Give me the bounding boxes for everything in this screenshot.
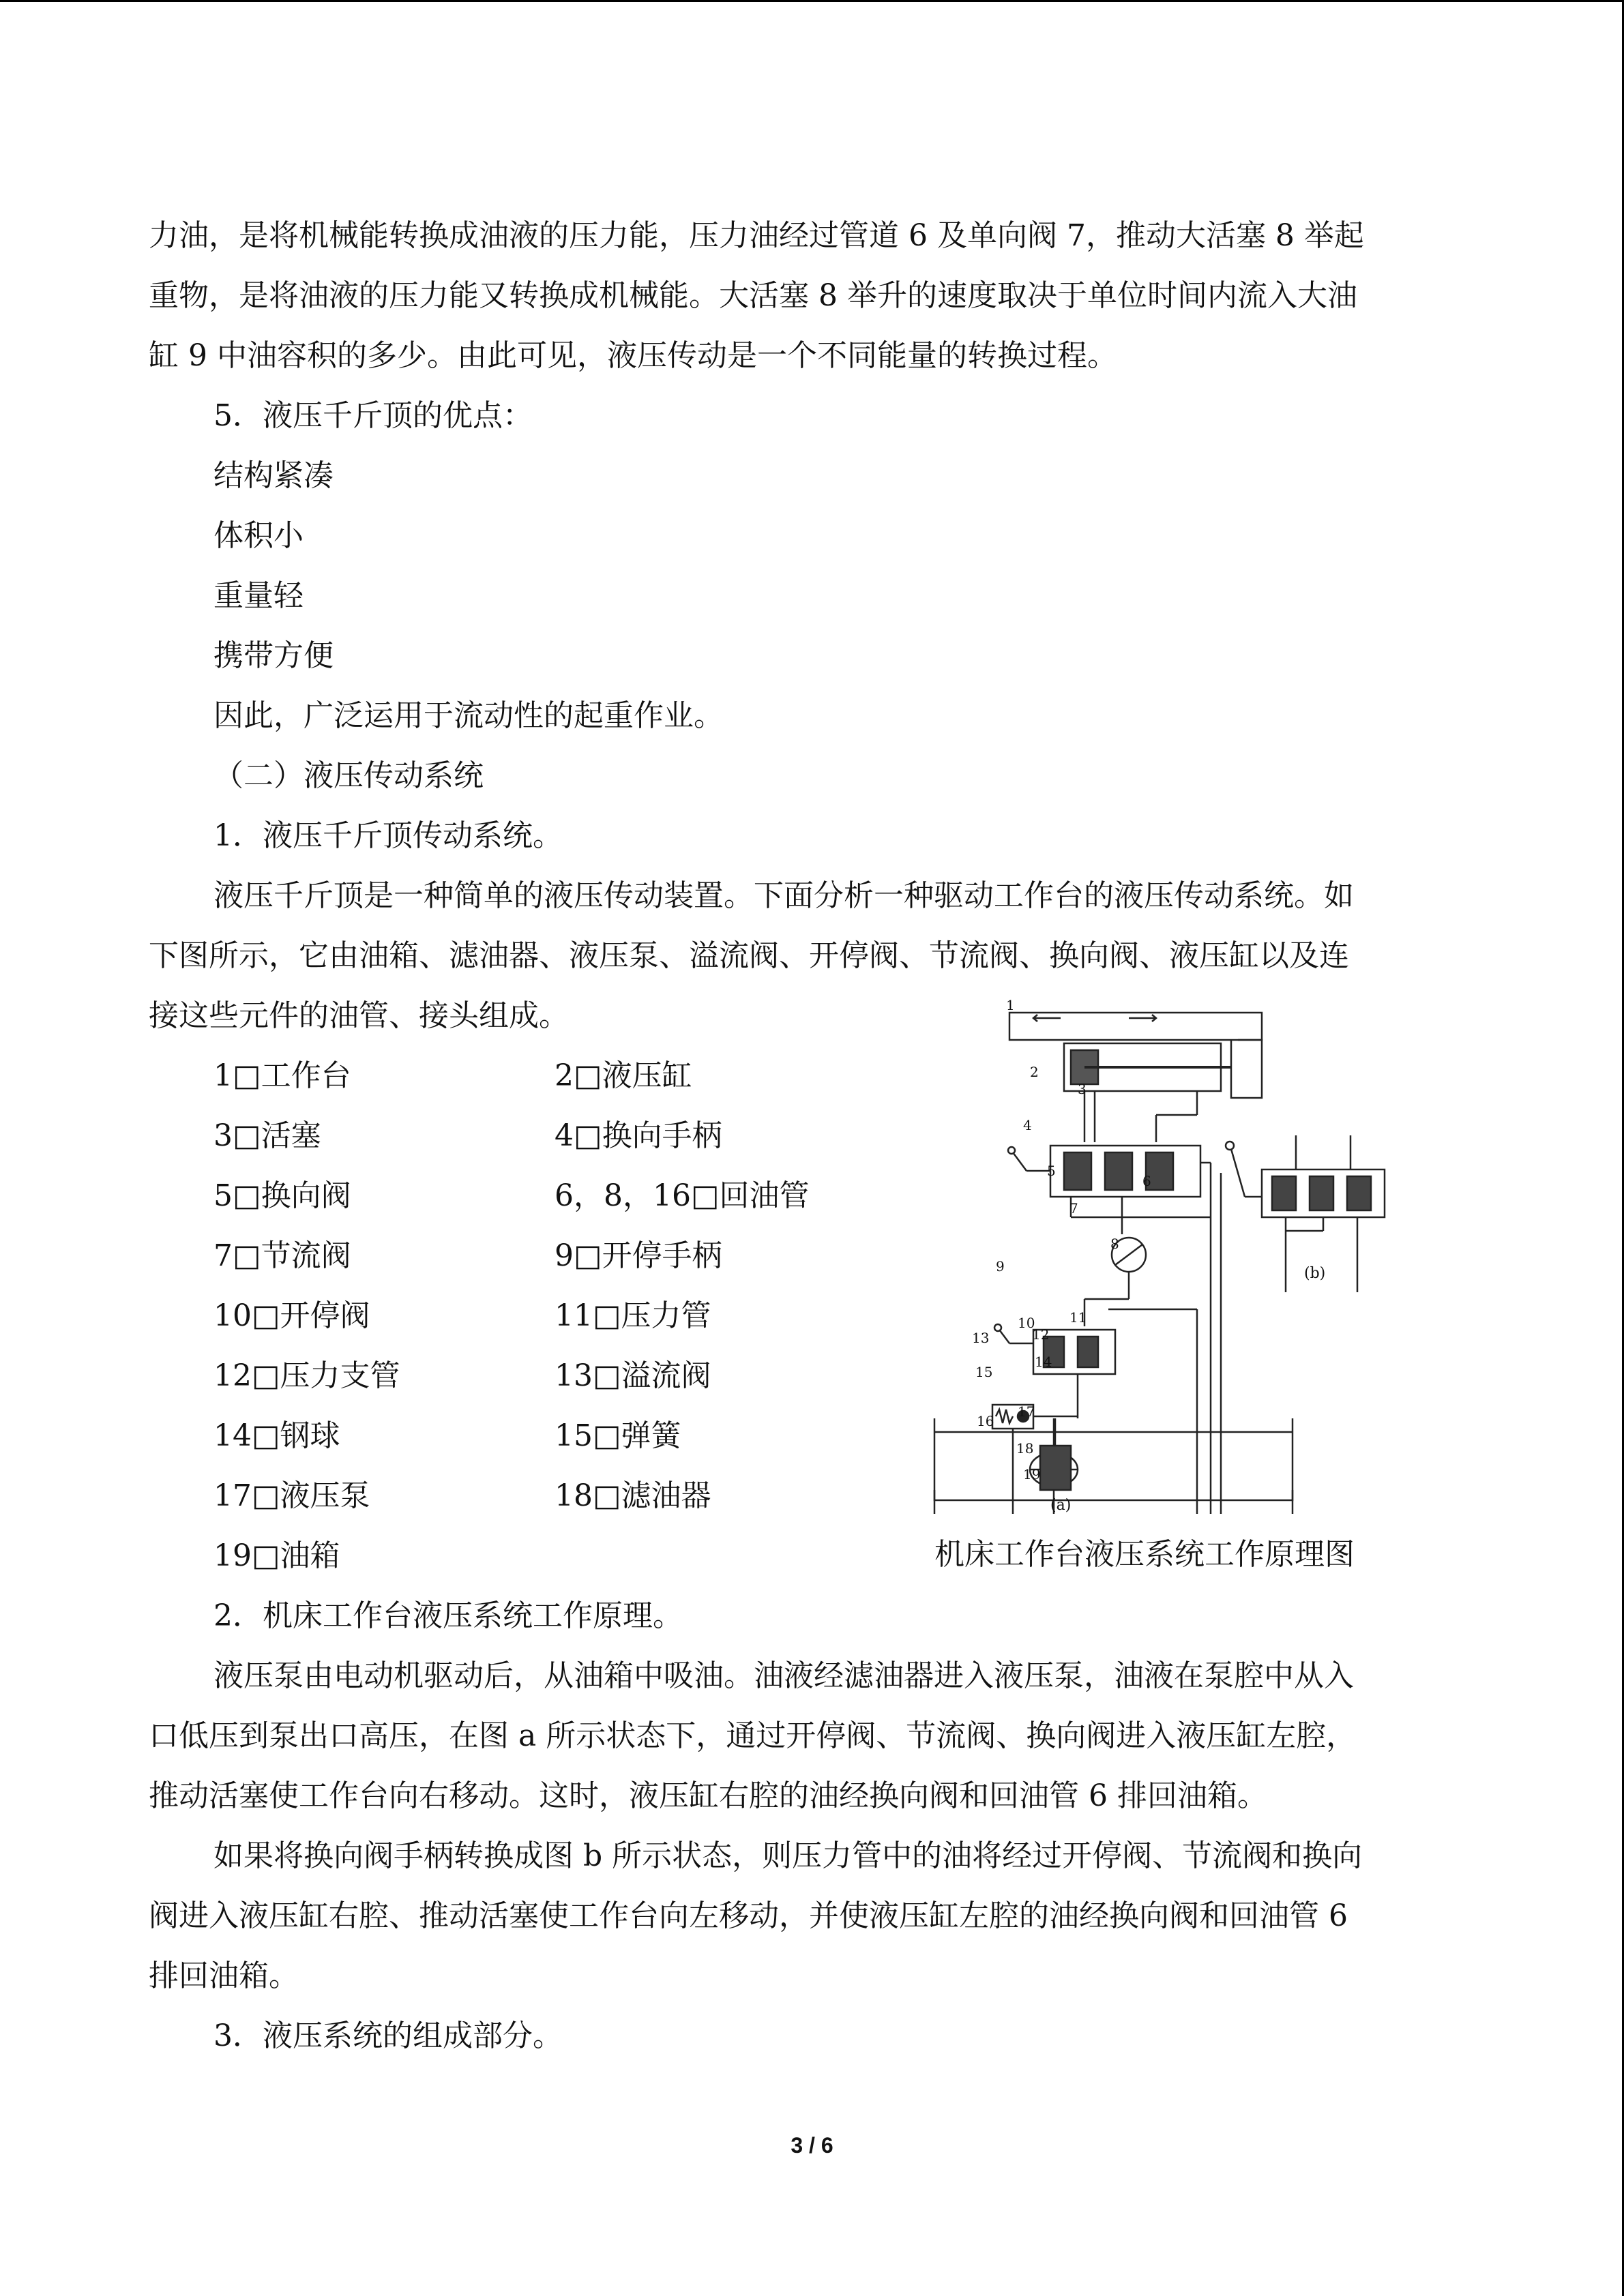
intro-line-2: 重物，是将油液的压力能又转换成机械能。大活塞 8 举升的速度取决于单位时间内流入大油 (149, 278, 1357, 313)
callout-14: 14 (1035, 1354, 1052, 1370)
part-label: 3□活塞 (213, 1118, 321, 1153)
principle2-line-1: 如果将换向阀手柄转换成图 b 所示状态，则压力管中的油将经过开停阀、节流阀和换向 (213, 1838, 1363, 1873)
callout-16: 16 (977, 1413, 994, 1429)
part-label: 18□滤油器 (555, 1478, 711, 1513)
callout-19: 19 (1023, 1466, 1041, 1482)
part-label: 1□工作台 (213, 1058, 351, 1093)
principle1-line-1: 液压泵由电动机驱动后，从油箱中吸油。油液经滤油器进入液压泵，油液在泵腔中从入 (213, 1658, 1354, 1693)
callout-12: 12 (1032, 1326, 1050, 1343)
worktable (1009, 1013, 1262, 1040)
callout-4: 4 (1023, 1117, 1032, 1133)
callout-8: 8 (1110, 1236, 1119, 1252)
principle1-line-3: 推动活塞使工作台向右移动。这时，液压缸右腔的油经换向阀和回油管 6 排回油箱。 (149, 1778, 1267, 1813)
top-border (0, 0, 1624, 2)
oil-tank-section (931, 1418, 1395, 1507)
callout-5: 5 (1047, 1163, 1056, 1179)
principle2-line-3: 排回油箱。 (149, 1958, 299, 1993)
callout-3: 3 (1078, 1081, 1087, 1097)
principle1-line-2: 口低压到泵出口高压，在图 a 所示状态下，通过开停阀、节流阀、换向阀进入液压缸左腔， (149, 1718, 1357, 1753)
callout-11: 11 (1069, 1309, 1087, 1326)
part-label: 12□压力支管 (213, 1358, 400, 1393)
figure-label-a: (a) (1050, 1497, 1072, 1514)
section-heading: （二）液压传动系统 (213, 758, 484, 793)
callout-1: 1 (1006, 997, 1015, 1013)
callout-18: 18 (1016, 1440, 1034, 1457)
principle2-line-2: 阀进入液压缸右腔、推动活塞使工作台向左移动，并使液压缸左腔的油经换向阀和回油管 6 (149, 1898, 1348, 1933)
advantages-conclusion: 因此，广泛运用于流动性的起重作业。 (213, 698, 724, 733)
callout-13: 13 (972, 1330, 990, 1346)
part-label: 11□压力管 (555, 1298, 711, 1333)
page-number: 3 / 6 (791, 2133, 833, 2158)
part-label: 15□弹簧 (555, 1418, 681, 1453)
callout-17: 17 (1018, 1403, 1035, 1420)
advantage-item: 携带方便 (213, 638, 334, 673)
part-label: 17□液压泵 (213, 1478, 370, 1513)
intro-line-3: 缸 9 中油容积的多少。由此可见，液压传动是一个不同能量的转换过程。 (149, 338, 1117, 373)
advantage-item: 体积小 (213, 518, 304, 553)
advantage-item: 重量轻 (213, 578, 304, 613)
part-label: 19□油箱 (213, 1538, 340, 1573)
oil-filter (1040, 1446, 1071, 1490)
part-label: 6，8，16□回油管 (555, 1178, 810, 1213)
system-line-1: 液压千斤顶是一种简单的液压传动装置。下面分析一种驱动工作台的液压传动系统。如 (213, 878, 1354, 913)
figure-label-b: (b) (1304, 1265, 1326, 1282)
part-label: 2□液压缸 (555, 1058, 692, 1093)
intro-line-1: 力油，是将机械能转换成油液的压力能，压力油经过管道 6 及单向阀 7，推动大活塞 8 举起 (149, 218, 1364, 253)
part-label: 9□开停手柄 (555, 1238, 722, 1273)
part-label: 10□开停阀 (213, 1298, 370, 1333)
callout-6: 6 (1142, 1173, 1151, 1189)
part-label: 7□节流阀 (213, 1238, 351, 1273)
callout-10: 10 (1018, 1315, 1035, 1331)
callout-7: 7 (1069, 1200, 1078, 1217)
advantages-heading: 5．液压千斤顶的优点： (213, 398, 533, 433)
callout-9: 9 (996, 1258, 1005, 1274)
system-line-2: 下图所示，它由油箱、滤油器、液压泵、溢流阀、开停阀、节流阀、换向阀、液压缸以及连 (149, 938, 1349, 973)
callout-15: 15 (975, 1364, 993, 1380)
part-label: 4□换向手柄 (555, 1118, 722, 1153)
callout-2: 2 (1030, 1064, 1039, 1080)
system-line-3: 接这些元件的油管、接头组成。 (149, 998, 569, 1033)
part-label: 14□钢球 (213, 1418, 340, 1453)
sub-heading-3: 3．液压系统的组成部分。 (213, 2018, 563, 2053)
sub-heading-2: 2．机床工作台液压系统工作原理。 (213, 1598, 683, 1633)
advantage-item: 结构紧凑 (213, 458, 334, 493)
sub-heading-1: 1．液压千斤顶传动系统。 (213, 818, 563, 853)
part-label: 13□溢流阀 (555, 1358, 711, 1393)
figure-caption: 机床工作台液压系统工作原理图 (934, 1537, 1355, 1572)
part-label: 5□换向阀 (213, 1178, 351, 1213)
